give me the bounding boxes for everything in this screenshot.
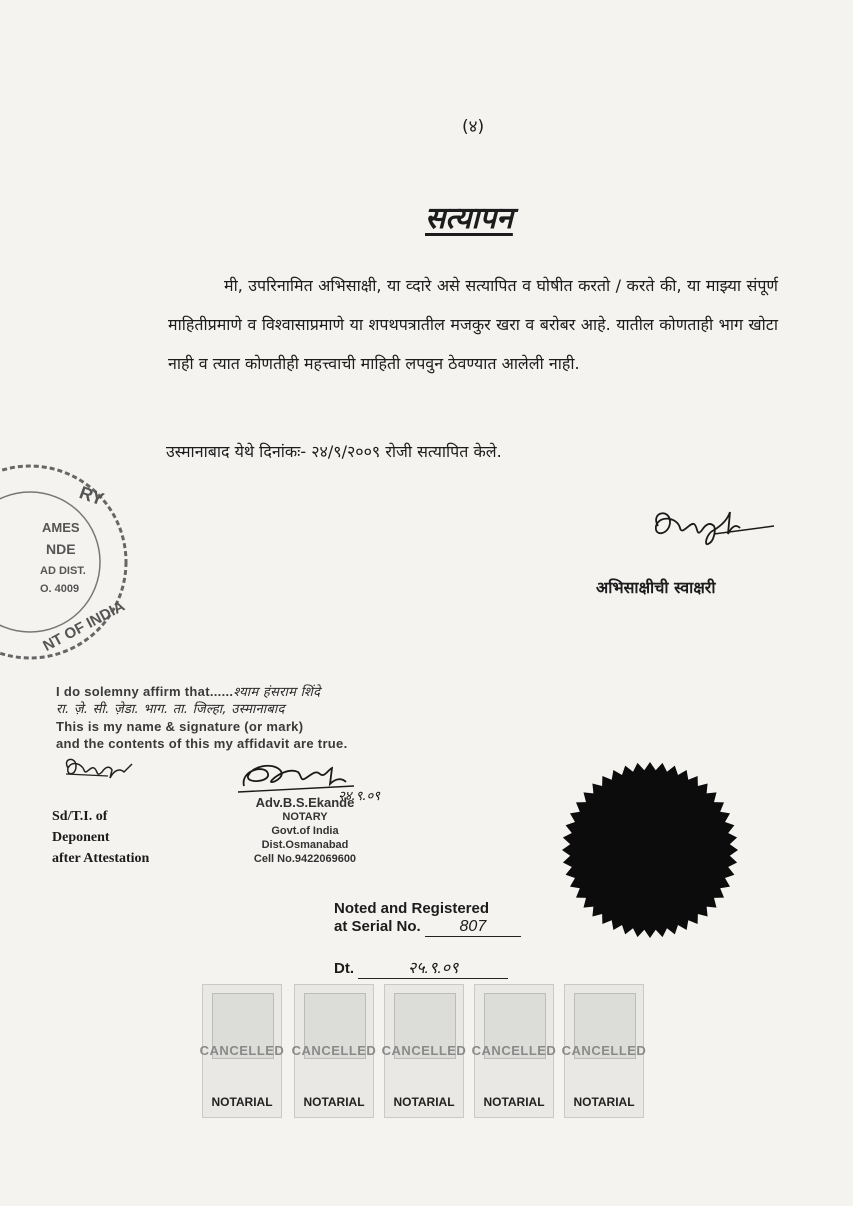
seal-line-1: AMES bbox=[42, 520, 80, 535]
stamp-label: NOTARIAL bbox=[303, 1095, 365, 1109]
stamp-label: NOTARIAL bbox=[393, 1095, 455, 1109]
seal-line-2: NDE bbox=[46, 541, 76, 557]
stamp-cancelled: CANCELLED bbox=[561, 1043, 647, 1058]
place-date-line: उस्मानाबाद येथे दिनांकः- २४/९/२००९ रोजी सत्यापित केले. bbox=[166, 442, 502, 461]
dt-handwritten: २५.९.०९ bbox=[358, 956, 508, 979]
stamp-label: NOTARIAL bbox=[483, 1095, 545, 1109]
notary-govt: Govt.of India bbox=[271, 825, 339, 837]
registration-line-1: Noted and Registered bbox=[334, 900, 490, 917]
stamp-cancelled: CANCELLED bbox=[199, 1043, 285, 1058]
registration-date bbox=[334, 956, 508, 979]
registration-block bbox=[334, 900, 521, 937]
seal-ring-top-text: RY bbox=[76, 482, 107, 510]
sd-line-3: after Attestation bbox=[52, 851, 150, 866]
deponent-signature-small bbox=[60, 752, 140, 782]
stamp-cancelled: CANCELLED bbox=[291, 1043, 377, 1058]
notarial-stamp bbox=[199, 984, 285, 1118]
affirm-name-handwritten: श्याम हंसराम शिंदे bbox=[233, 685, 321, 700]
dt-label: Dt. bbox=[334, 960, 354, 977]
stamp-cancelled: CANCELLED bbox=[471, 1043, 557, 1058]
notary-round-seal bbox=[0, 462, 130, 662]
stamp-label: NOTARIAL bbox=[211, 1095, 273, 1109]
serial-label: at Serial No. bbox=[334, 918, 421, 935]
serial-number-handwritten: 807 bbox=[425, 918, 521, 937]
stamp-label: NOTARIAL bbox=[573, 1095, 635, 1109]
affirmation-block: I do solemny affirm that......श्याम हंसराम शिंदे रा. ज़े. सी. ज़ेडा. भाग. ता. जिल्हा, उस्मानाबाद This is my name & signature (or mark) and the contents of this my affidavit are true. bbox=[56, 684, 348, 751]
stamp-cancelled: CANCELLED bbox=[381, 1043, 467, 1058]
deponent-signature-label: अभिसाक्षीची स्वाक्षरी bbox=[596, 578, 716, 597]
notarial-stamp bbox=[561, 984, 647, 1118]
deponent-signature-top bbox=[644, 500, 779, 550]
notarial-stamp bbox=[381, 984, 467, 1118]
sd-line-1: Sd/T.I. of bbox=[52, 809, 108, 824]
verification-paragraph: मी, उपरिनामित अभिसाक्षी, या व्दारे असे सत्यापित व घोषीत करतो / करते की, या माझ्या संपूर्ण माहितीप्रमाणे व विश्वासाप्रमाणे या शपथपत्रातील मजकुर खरा व बरोबर आहे. यातील कोणताही भाग खोटा नाही व त्यात कोणतीही महत्त्वाची माहिती लपवुन ठेवण्यात आलेली नाही. bbox=[168, 276, 778, 373]
document-title: सत्यापन bbox=[425, 201, 513, 236]
notary-title: NOTARY bbox=[282, 811, 328, 823]
affirm-address-handwritten: रा. ज़े. सी. ज़ेडा. भाग. ता. जिल्हा, उस्मानाबाद bbox=[56, 702, 285, 717]
notary-date-handwritten: २४.९.०९ bbox=[338, 789, 381, 804]
notary-stamp-text bbox=[240, 796, 370, 866]
notary-name: Adv.B.S.Ekande bbox=[255, 795, 355, 810]
notarial-stamp bbox=[471, 984, 557, 1118]
notary-cell: Cell No.9422069600 bbox=[253, 853, 357, 865]
seal-line-4: O. 4009 bbox=[40, 583, 80, 595]
sd-line-2: Deponent bbox=[52, 830, 110, 845]
sd-attestation-block bbox=[52, 806, 149, 869]
black-embossed-seal bbox=[560, 760, 740, 940]
seal-ring-bottom-text: NT OF INDIA bbox=[40, 597, 128, 655]
seal-line-3: AD DIST. bbox=[40, 565, 86, 577]
page-number: (४) bbox=[462, 117, 485, 137]
affirm-line-3: This is my name & signature (or mark) bbox=[56, 719, 304, 734]
notary-district: Dist.Osmanabad bbox=[261, 839, 349, 851]
affirm-line-4: and the contents of this my affidavit are true. bbox=[56, 736, 348, 751]
notarial-stamp bbox=[291, 984, 377, 1118]
affirm-printed: I do solemny affirm that bbox=[56, 684, 210, 699]
